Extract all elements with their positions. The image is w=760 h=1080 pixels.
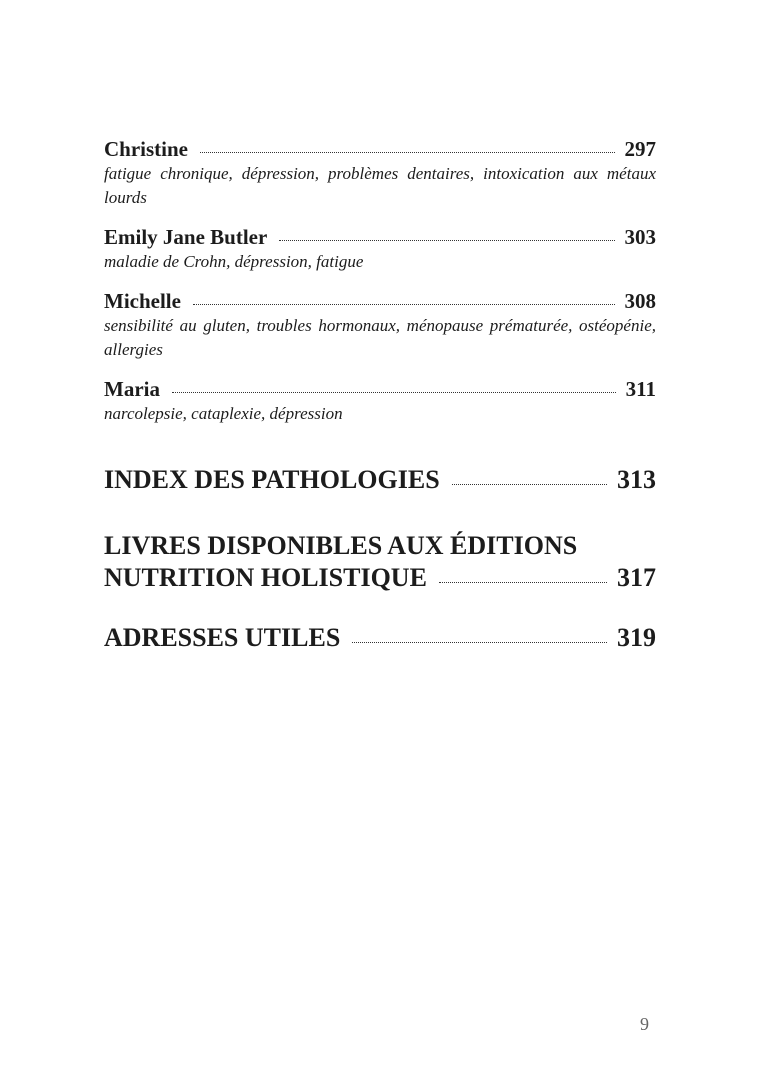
entry-description: maladie de Crohn, dépression, fatigue xyxy=(104,252,364,271)
entry-page: 297 xyxy=(624,137,656,161)
toc-section-livres-disponibles xyxy=(104,530,656,594)
toc-section-row xyxy=(104,530,656,562)
dot-leader xyxy=(200,152,615,153)
toc-entry-row xyxy=(104,136,656,162)
toc-section-row xyxy=(104,622,656,654)
entry-description: sensibilité au gluten, troubles hormonaux, ménopause prématurée, ostéopénie, allergies xyxy=(104,316,656,359)
section-page: 313 xyxy=(617,465,656,494)
section-title-line2: NUTRITION HOLISTIQUE xyxy=(104,563,427,592)
page-number: 9 xyxy=(640,1014,649,1034)
dot-leader xyxy=(193,304,615,305)
entry-description: fatigue chronique, dépression, problèmes dentaires, intoxication aux métaux lourds xyxy=(104,164,656,207)
dot-leader xyxy=(352,642,607,643)
dot-leader xyxy=(439,582,607,583)
toc-section-index-des-pathologies xyxy=(104,464,656,496)
toc-section-row xyxy=(104,562,656,594)
toc-section-adresses-utiles xyxy=(104,622,656,654)
section-title: INDEX DES PATHOLOGIES xyxy=(104,465,440,494)
toc-entry-michelle xyxy=(104,288,656,362)
entry-name: Emily Jane Butler xyxy=(104,225,268,249)
entry-name: Maria xyxy=(104,377,160,401)
toc-entry-row xyxy=(104,376,656,402)
entry-description: narcolepsie, cataplexie, dépression xyxy=(104,404,343,423)
section-page: 319 xyxy=(617,623,656,652)
toc-entry-row xyxy=(104,288,656,314)
section-page: 317 xyxy=(617,563,656,592)
dot-leader xyxy=(172,392,616,393)
dot-leader xyxy=(279,240,614,241)
dot-leader xyxy=(452,484,607,485)
toc-entry-emily-jane-butler xyxy=(104,224,656,274)
section-title: ADRESSES UTILES xyxy=(104,623,341,652)
toc-section-row xyxy=(104,464,656,496)
toc-entry-row xyxy=(104,224,656,250)
toc-entry-maria xyxy=(104,376,656,426)
entry-page: 311 xyxy=(625,377,656,401)
entry-page: 308 xyxy=(624,289,656,313)
table-of-contents xyxy=(104,136,656,654)
section-title-line1: LIVRES DISPONIBLES AUX ÉDITIONS xyxy=(104,531,578,560)
entry-name: Christine xyxy=(104,137,188,161)
toc-entry-christine xyxy=(104,136,656,210)
entry-name: Michelle xyxy=(104,289,181,313)
entry-page: 303 xyxy=(624,225,656,249)
